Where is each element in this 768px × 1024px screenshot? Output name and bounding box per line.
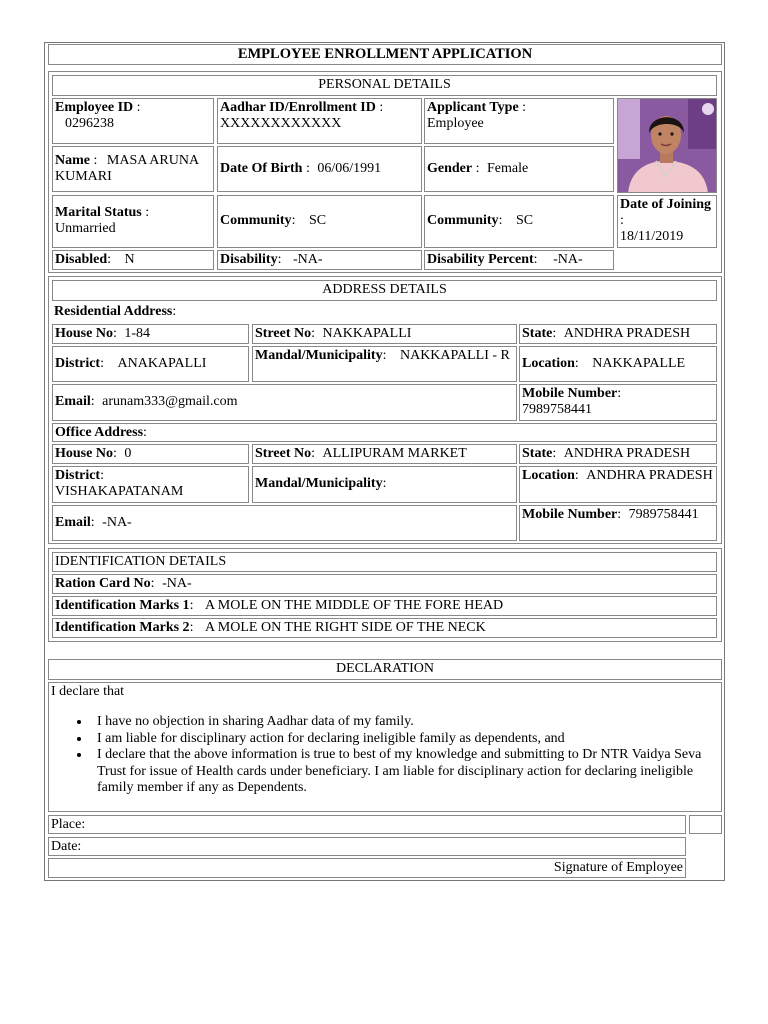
res-email-label: Email (55, 394, 91, 409)
off-house-cell: House No: 0 (52, 444, 249, 464)
disability-percent-cell: Disability Percent: -NA- (424, 250, 614, 270)
dob-cell: Date Of Birth : 06/06/1991 (217, 146, 422, 192)
marital-value: Unmarried (55, 221, 116, 236)
res-location-value: NAKKAPALLE (592, 356, 686, 371)
off-email-label: Email (55, 515, 91, 530)
res-house-value: 1-84 (124, 326, 151, 341)
dob-label: Date Of Birth (220, 161, 303, 176)
declaration-item: • I declare that the above information is true to best of my knowledge and submitting to Dr NTR Vaidya Seva Trust for issue of Health cards under beneficiary. I am liable for disciplinary action for declaring ineligible family member if any as Dependents. (91, 747, 709, 797)
res-mobile-label: Mobile Number (522, 386, 618, 401)
community1-label: Community (220, 213, 292, 228)
signature-label: Signature of Employee (553, 860, 683, 875)
off-email-cell: Email: -NA- (52, 505, 517, 541)
personal-details-header (52, 75, 717, 96)
res-email-cell: Email: arunam333@gmail.com (52, 384, 517, 421)
mark1-value: A MOLE ON THE MIDDLE OF THE FORE HEAD (204, 598, 504, 613)
community2-value: SC (515, 213, 534, 228)
doj-cell: Date of Joining : 18/11/2019 (617, 195, 717, 248)
off-house-value: 0 (124, 446, 132, 461)
res-mobile-cell: Mobile Number: 7989758441 (519, 384, 717, 421)
residential-address-label-row: Residential Address: (54, 304, 177, 319)
ration-card-value: -NA- (162, 576, 192, 591)
marital-label: Marital Status (55, 205, 142, 220)
applicant-type-label: Applicant Type (427, 100, 519, 115)
community-cell-2: Community: SC (424, 195, 614, 248)
aadhar-value: XXXXXXXXXXXX (220, 116, 342, 131)
res-state-cell: State: ANDHRA PRADESH (519, 324, 717, 344)
community1-value: SC (308, 213, 327, 228)
disability-value: -NA- (292, 252, 323, 267)
signature-box (689, 815, 722, 834)
doj-value: 18/11/2019 (620, 229, 684, 244)
community2-label: Community (427, 213, 499, 228)
off-district-cell: District: VISHAKAPATANAM (52, 466, 249, 503)
off-state-cell: State: ANDHRA PRADESH (519, 444, 717, 464)
off-location-cell: Location: ANDHRA PRADESH (519, 466, 717, 503)
ration-card-cell: Ration Card No: -NA- (52, 574, 717, 594)
identification-mark-2-cell: Identification Marks 2: A MOLE ON THE RIGHT SIDE OF THE NECK (52, 618, 717, 638)
res-mobile-value: 7989758441 (522, 402, 592, 417)
off-mandal-label: Mandal/Municipality (255, 476, 383, 491)
applicant-type-value: Employee (427, 116, 484, 131)
gender-value: Female (487, 161, 529, 176)
place-label: Place: (51, 817, 86, 832)
res-mandal-value: NAKKAPALLI - R (399, 348, 510, 363)
signature-field (48, 858, 686, 878)
ration-card-label: Ration Card No (55, 576, 151, 591)
disabled-cell: Disabled: N (52, 250, 214, 270)
disability-cell: Disability: -NA- (217, 250, 422, 270)
off-location-label: Location (522, 468, 575, 483)
declaration-list (51, 714, 719, 797)
declaration-intro: I declare that (51, 684, 125, 699)
declaration-body (48, 682, 722, 812)
aadhar-label: Aadhar ID/Enrollment ID (220, 100, 376, 115)
personal-header-text: PERSONAL DETAILS (318, 77, 451, 92)
name-value: MASA ARUNA KUMARI (55, 153, 199, 184)
res-district-value: ANAKAPALLI (117, 356, 207, 371)
res-mandal-cell: Mandal/Municipality: NAKKAPALLI - R (252, 346, 517, 382)
employee-id-cell: Employee ID : 0296238 (52, 98, 214, 144)
off-street-cell: Street No: ALLIPURAM MARKET (252, 444, 517, 464)
declaration-header-text: DECLARATION (336, 661, 434, 676)
res-mandal-label: Mandal/Municipality (255, 348, 383, 363)
identification-header-text: IDENTIFICATION DETAILS (55, 554, 227, 569)
place-field (48, 815, 686, 834)
disabled-value: N (124, 252, 135, 267)
date-label: Date: (51, 839, 82, 854)
mark2-value: A MOLE ON THE RIGHT SIDE OF THE NECK (204, 620, 486, 635)
res-street-label: Street No (255, 326, 312, 341)
off-state-value: ANDHRA PRADESH (563, 446, 691, 461)
off-mobile-value: 7989758441 (628, 507, 699, 522)
res-house-cell: House No: 1-84 (52, 324, 249, 344)
off-house-label: House No (55, 446, 113, 461)
res-house-label: House No (55, 326, 113, 341)
res-location-cell: Location: NAKKAPALLE (519, 346, 717, 382)
off-location-value: ANDHRA PRADESH (586, 468, 713, 483)
off-mobile-cell: Mobile Number: 7989758441 (519, 505, 717, 541)
gender-cell: Gender : Female (424, 146, 614, 192)
off-state-label: State (522, 446, 553, 461)
form-title-text: EMPLOYEE ENROLLMENT APPLICATION (237, 46, 533, 62)
mark1-label: Identification Marks 1 (55, 598, 190, 613)
off-street-value: ALLIPURAM MARKET (322, 446, 467, 461)
res-state-value: ANDHRA PRADESH (563, 326, 691, 341)
dob-value: 06/06/1991 (317, 161, 382, 176)
disability-percent-value: -NA- (553, 252, 583, 267)
res-street-value: NAKKAPALLI (322, 326, 412, 341)
employee-photo (617, 98, 717, 193)
off-district-value: VISHAKAPATANAM (55, 484, 184, 499)
name-cell: Name : MASA ARUNA KUMARI (52, 146, 214, 192)
declaration-header (48, 659, 722, 680)
off-mandal-cell: Mandal/Municipality: (252, 466, 517, 503)
address-details-header (52, 280, 717, 301)
off-district-label: District (55, 468, 101, 483)
res-district-label: District (55, 356, 101, 371)
date-field (48, 837, 686, 856)
disabled-label: Disabled (55, 252, 108, 267)
mark2-label: Identification Marks 2 (55, 620, 190, 635)
res-district-cell: District: ANAKAPALLI (52, 346, 249, 382)
office-address-label-row: Office Address: (52, 423, 717, 442)
declaration-item: • I have no objection in sharing Aadhar data of my family. (91, 714, 709, 731)
doj-label: Date of Joining (620, 197, 711, 212)
off-email-value: -NA- (102, 515, 132, 530)
employee-photo-image (618, 99, 717, 193)
residential-label: Residential Address (54, 304, 173, 319)
off-mobile-label: Mobile Number (522, 507, 618, 522)
identification-mark-1-cell: Identification Marks 1: A MOLE ON THE MIDDLE OF THE FORE HEAD (52, 596, 717, 616)
employee-id-value: 0296238 (65, 116, 114, 131)
res-state-label: State (522, 326, 553, 341)
office-label: Office Address (55, 425, 144, 440)
gender-label: Gender (427, 161, 473, 176)
community-cell-1: Community: SC (217, 195, 422, 248)
res-street-cell: Street No: NAKKAPALLI (252, 324, 517, 344)
res-location-label: Location (522, 356, 575, 371)
res-email-value: arunam333@gmail.com (102, 394, 238, 409)
form-title (48, 44, 722, 65)
name-label: Name (55, 153, 90, 168)
employee-id-label: Employee ID (55, 100, 134, 115)
applicant-type-cell: Applicant Type : Employee (424, 98, 614, 144)
marital-status-cell: Marital Status : Unmarried (52, 195, 214, 248)
address-header-text: ADDRESS DETAILS (322, 282, 447, 297)
identification-header (52, 552, 717, 572)
disability-percent-label: Disability Percent (427, 252, 534, 267)
declaration-item: • I am liable for disciplinary action for declaring ineligible family as dependents, and (91, 731, 709, 748)
aadhar-cell: Aadhar ID/Enrollment ID : XXXXXXXXXXXX (217, 98, 422, 144)
disability-label: Disability (220, 252, 278, 267)
off-street-label: Street No (255, 446, 312, 461)
